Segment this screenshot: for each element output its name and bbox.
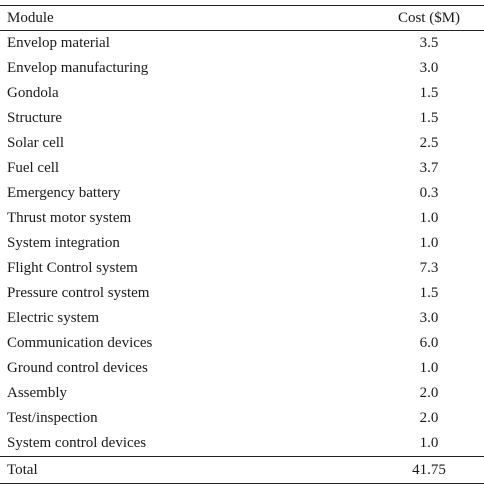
- table-row: [0, 231, 484, 256]
- module-cost-cell: 1.5: [419, 110, 439, 126]
- module-cost-cell: 3.7: [419, 160, 439, 176]
- module-cost-cell: 1.5: [419, 85, 439, 101]
- table-header: [0, 6, 484, 31]
- table-body: [0, 31, 484, 457]
- module-name-cell: Gondola: [7, 85, 59, 101]
- module-name-cell: Envelop material: [7, 35, 110, 51]
- table-row: [0, 356, 484, 381]
- module-name-cell: Envelop manufacturing: [7, 60, 149, 76]
- table-row: [0, 306, 484, 331]
- module-cost-cell: 0.3: [419, 185, 439, 201]
- module-name-cell: Structure: [7, 110, 62, 126]
- table-row: [0, 406, 484, 431]
- table-row: [0, 106, 484, 131]
- module-cost-cell: 2.0: [419, 385, 439, 401]
- module-name-cell: Flight Control system: [7, 260, 138, 276]
- module-name-cell: Emergency battery: [7, 185, 121, 201]
- module-name-cell: Test/inspection: [7, 410, 98, 426]
- total-row: [0, 457, 484, 484]
- module-name-cell: Solar cell: [7, 135, 65, 151]
- total-label: Total: [7, 461, 38, 478]
- module-name-cell: Assembly: [7, 385, 67, 401]
- module-cost-cell: 1.0: [419, 360, 439, 376]
- module-cost-cell: 2.5: [419, 135, 439, 151]
- module-name-cell: System control devices: [7, 435, 147, 451]
- table-row: [0, 181, 484, 206]
- module-name-cell: Ground control devices: [7, 360, 148, 376]
- module-name-cell: Communication devices: [7, 335, 153, 351]
- header-cost: Cost ($M): [397, 9, 461, 26]
- module-name-cell: System integration: [7, 235, 120, 251]
- table-row: [0, 81, 484, 106]
- table-row: [0, 131, 484, 156]
- table-row: [0, 56, 484, 81]
- module-cost-cell: 3.0: [419, 60, 439, 76]
- module-cost-cell: 2.0: [419, 410, 439, 426]
- module-cost-cell: 1.5: [419, 285, 439, 301]
- module-cost-cell: 7.3: [419, 260, 439, 276]
- table-row: [0, 381, 484, 406]
- module-cost-table: [0, 5, 484, 484]
- module-name-cell: Thrust motor system: [7, 210, 132, 226]
- module-cost-cell: 3.0: [419, 310, 439, 326]
- table-row: [0, 281, 484, 306]
- header-module: Module: [7, 9, 54, 26]
- module-cost-cell: 3.5: [419, 35, 439, 51]
- header-row: [0, 6, 484, 31]
- table-row: [0, 431, 484, 457]
- module-name-cell: Fuel cell: [7, 160, 60, 176]
- module-name-cell: Pressure control system: [7, 285, 150, 301]
- module-cost-cell: 1.0: [419, 235, 439, 251]
- table-row: [0, 256, 484, 281]
- table-row: [0, 331, 484, 356]
- table-footer: [0, 457, 484, 484]
- table-row: [0, 206, 484, 231]
- module-cost-cell: 1.0: [419, 435, 439, 451]
- table-row: [0, 31, 484, 57]
- module-cost-cell: 6.0: [419, 335, 439, 351]
- module-cost-cell: 1.0: [419, 210, 439, 226]
- cost-table-container: [0, 5, 484, 484]
- table-row: [0, 156, 484, 181]
- total-cost: 41.75: [412, 461, 446, 478]
- module-name-cell: Electric system: [7, 310, 100, 326]
